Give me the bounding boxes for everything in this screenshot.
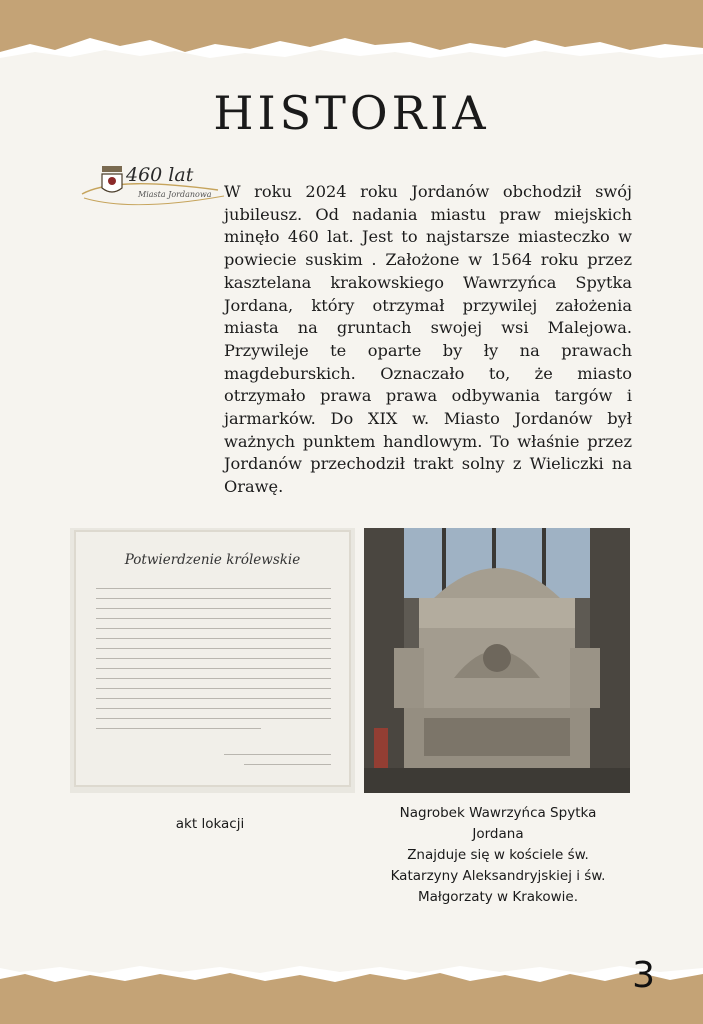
- torn-paper-top: [0, 0, 703, 80]
- caption-line: Małgorzaty w Krakowie.: [417, 889, 579, 905]
- caption-location-act: akt lokacji: [175, 816, 245, 832]
- history-paragraph: W roku 2024 roku Jordanów obchodził swój jubileusz. Od nadania miastu praw miejskich minęło 460 lat. Jest to najstarsze miasteczko w powiecie suskim . Założone w 1564 roku przez kasztelana krakowskiego Wawrzyńca Spytka Jordana, który otrzymał przywilej założenia miasta na gruntach swojej wsi Malejowa. Przywileje te oparte by ły na prawach magdeburskich. Oznaczało to, że miasto otrzymało prawa prawa odbywania targów i jarmarków. Do XIX w. Miasto Jordanów był ważnych punktem handlowym. To właśnie przez Jordanów przechodził trakt solny z Wieliczki na Orawę.: [224, 182, 632, 497]
- photo-tombstone: [364, 528, 630, 793]
- page-title: HISTORIA: [213, 86, 490, 140]
- document-heading: Potwierdzenie królewskie: [124, 552, 301, 568]
- page-number: 3: [632, 955, 655, 996]
- torn-paper-bottom: [0, 954, 703, 1024]
- caption-tombstone: [370, 803, 626, 908]
- caption-line: Katarzyny Aleksandryjskiej i św.: [390, 868, 606, 884]
- caption-line: Nagrobek Wawrzyńca Spytka: [399, 805, 597, 821]
- tombstone-illustration: [364, 528, 630, 793]
- logo-main-text: 460 lat: [126, 164, 194, 186]
- anniversary-logo: [78, 160, 228, 216]
- caption-line: Jordana: [472, 826, 524, 842]
- document-sheet: [74, 530, 351, 787]
- logo-sub-text: Miasta Jordanowa: [138, 190, 212, 199]
- caption-line: Znajduje się w kościele św.: [407, 847, 589, 863]
- photo-location-act: [70, 528, 355, 793]
